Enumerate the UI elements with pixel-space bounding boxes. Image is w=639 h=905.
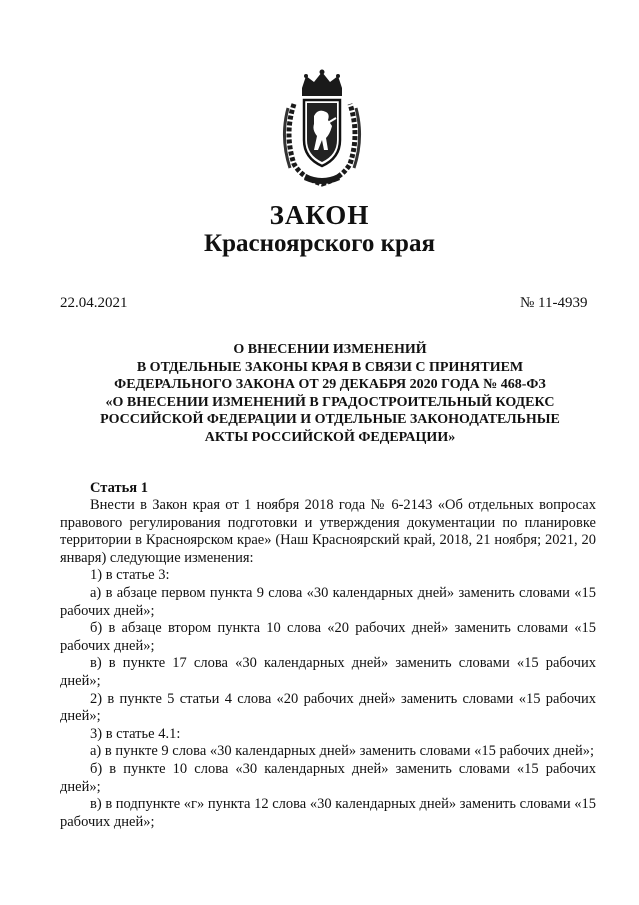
- krasnoyarsk-coat-of-arms-icon: [280, 68, 364, 190]
- law-title: ЗАКОН: [269, 200, 370, 230]
- article-paragraph: 1) в статье 3:: [90, 567, 170, 584]
- heading-line: РОССИЙСКОЙ ФЕДЕРАЦИИ И ОТДЕЛЬНЫЕ ЗАКОНОДАТЕЛЬНЫЕ: [100, 412, 560, 428]
- article-paragraph: в) в пункте 17 слова «30 календарных дней» заменить словами «15 рабочих дней»;: [60, 655, 596, 689]
- heading-line: В ОТДЕЛЬНЫЕ ЗАКОНЫ КРАЯ В СВЯЗИ С ПРИНЯТИЕМ: [136, 359, 524, 375]
- article-paragraph: б) в пункте 10 слова «30 календарных дней» заменить словами «15 рабочих дней»;: [60, 760, 596, 795]
- article-title: Статья 1: [90, 480, 148, 496]
- article-paragraph: Внести в Закон края от 1 ноября 2018 года № 6-2143 «Об отдельных вопросах правового регулирования подготовки и утверждения документации по планировке территории в Красноярском крае» (Наш Красноярский край, 2018, 21 ноября; 2021, 20 января) следующие изменения:: [60, 497, 596, 566]
- heading-line: АКТЫ РОССИЙСКОЙ ФЕДЕРАЦИИ»: [204, 429, 456, 445]
- article-paragraph: б) в абзаце втором пункта 10 слова «20 рабочих дней» заменить словами «15 рабочих дней»;: [60, 620, 596, 654]
- law-subtitle: Красноярского края: [204, 230, 435, 257]
- heading-line: ФЕДЕРАЛЬНОГО ЗАКОНА ОТ 29 ДЕКАБРЯ 2020 ГОДА № 468-ФЗ: [114, 377, 546, 393]
- article-paragraph: а) в абзаце первом пункта 9 слова «30 календарных дней» заменить словами «15 рабочих дней»;: [60, 584, 596, 619]
- article-paragraph: а) в пункте 9 слова «30 календарных дней» заменить словами «15 рабочих дней»;: [90, 743, 595, 760]
- heading-line: О ВНЕСЕНИИ ИЗМЕНЕНИЙ: [233, 342, 427, 357]
- law-number: № 11-4939: [520, 295, 588, 311]
- article-paragraph: 2) в пункте 5 статьи 4 слова «20 рабочих дней» заменить словами «15 рабочих дней»;: [60, 690, 596, 725]
- article-body: [60, 497, 596, 831]
- heading-line: «О ВНЕСЕНИИ ИЗМЕНЕНИЙ В ГРАДОСТРОИТЕЛЬНЫЙ КОДЕКС: [105, 394, 555, 410]
- law-date: 22.04.2021: [60, 295, 128, 311]
- article-paragraph: в) в подпункте «г» пункта 12 слова «30 календарных дней» заменить словами «15 рабочих дней»;: [60, 796, 596, 830]
- law-heading: [60, 341, 600, 447]
- article-paragraph: 3) в статье 4.1:: [90, 725, 181, 742]
